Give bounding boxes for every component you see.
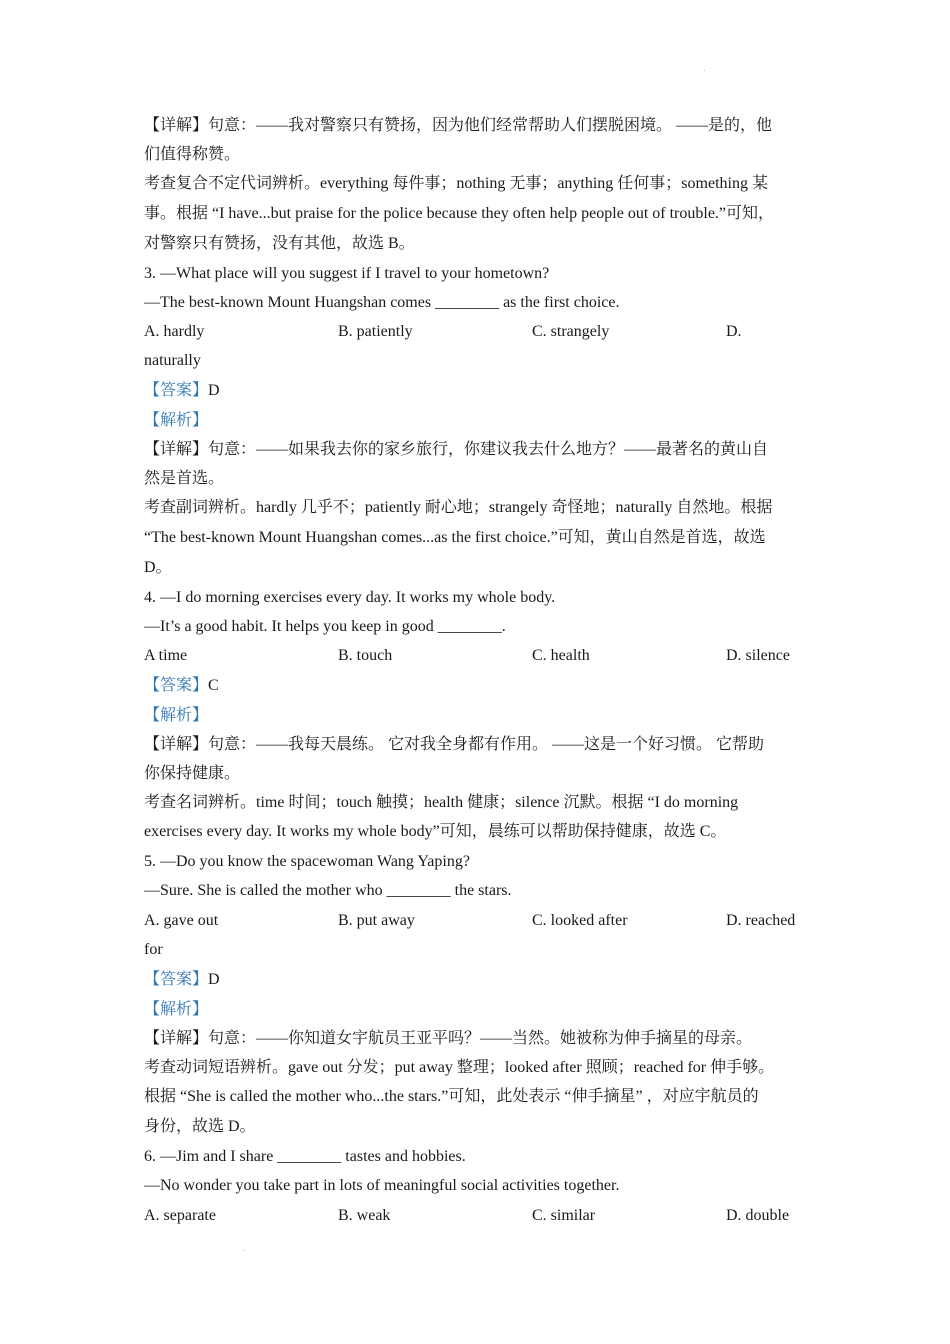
prev-xiangjie-line-1: 【详解】句意：——我对警察只有赞扬，因为他们经常帮助人们摆脱困境。 ——是的，他 <box>144 117 773 134</box>
q4-analysis-line-2: exercises every day. It works my whole body”可知，晨练可以帮助保持健康，故选 C。 <box>144 823 727 840</box>
q5-option-a: A. gave out <box>144 912 219 929</box>
q4-xiangjie-line-1: 【详解】句意：——我每天晨练。 它对我全身都有作用。 ——这是一个好习惯。 它帮助 <box>144 736 765 753</box>
prev-analysis-line-2: 事。根据 “I have...but praise for the police because they often help people out of trouble.”可知， <box>144 205 775 222</box>
q5-option-c: C. looked after <box>532 912 628 929</box>
q3-xiangjie-line-1: 【详解】句意：——如果我去你的家乡旅行，你建议我去什么地方？——最著名的黄山自 <box>144 441 769 458</box>
q5-option-d-wrap: for <box>144 941 163 958</box>
q6-option-d: D. double <box>726 1207 790 1224</box>
q3-answer-value: D <box>208 382 220 399</box>
page-mark-top <box>704 70 705 71</box>
q5-stem-line-2: —Sure. She is called the mother who ________ the stars. <box>144 882 512 899</box>
q4-stem-line-2: —It’s a good habit. It helps you keep in good ________. <box>144 618 506 635</box>
q3-stem-line-1: 3. —What place will you suggest if I travel to your hometown? <box>144 265 550 282</box>
q4-answer-tag: 【答案】 <box>144 677 209 694</box>
q3-analysis-line-2: “The best-known Mount Huangshan comes...as the first choice.”可知，黄山自然是首选，故选 <box>144 529 766 546</box>
q5-stem-line-1: 5. —Do you know the spacewoman Wang Yaping? <box>144 853 470 870</box>
q5-analysis-line-1: 考查动词短语辨析。gave out 分发；put away 整理；looked after 照顾；reached for 伸手够。 <box>144 1059 775 1076</box>
q3-option-b: B. patiently <box>338 323 413 340</box>
q4-answer-value: C <box>208 677 219 694</box>
q6-options-row <box>144 1203 808 1229</box>
q6-option-a: A. separate <box>144 1207 216 1224</box>
q5-analysis-line-3: 身份，故选 D。 <box>144 1118 256 1135</box>
q4-xiangjie-line-2: 你保持健康。 <box>144 765 241 782</box>
q6-option-b: B. weak <box>338 1207 391 1224</box>
q3-answer <box>144 378 808 404</box>
q4-option-d: D. silence <box>726 647 790 664</box>
q3-option-d-wrap: naturally <box>144 352 201 369</box>
q4-option-b: B. touch <box>338 647 393 664</box>
q5-option-d: D. reached <box>726 912 796 929</box>
q3-options-row <box>144 319 808 345</box>
q5-analysis-line-2: 根据 “She is called the mother who...the stars.”可知，此处表示 “伸手摘星” ，对应宇航员的 <box>144 1088 759 1105</box>
q4-stem-line-1: 4. —I do morning exercises every day. It works my whole body. <box>144 589 556 606</box>
q3-stem-line-2: —The best-known Mount Huangshan comes ________ as the first choice. <box>144 294 620 311</box>
page-mark-bottom <box>244 1250 245 1251</box>
q5-option-b: B. put away <box>338 912 415 929</box>
q3-answer-tag: 【答案】 <box>144 382 209 399</box>
prev-analysis-line-3: 对警察只有赞扬，没有其他，故选 B。 <box>144 235 415 252</box>
q3-analysis-line-3: D。 <box>144 559 172 576</box>
q4-jiexi-tag: 【解析】 <box>144 707 209 724</box>
q6-option-c: C. similar <box>532 1207 596 1224</box>
prev-xiangjie-line-2: 们值得称赞。 <box>144 146 241 163</box>
q6-stem-line-1: 6. —Jim and I share ________ tastes and hobbies. <box>144 1148 466 1165</box>
q3-xiangjie-line-2: 然是首选。 <box>144 470 225 487</box>
q5-answer-tag: 【答案】 <box>144 971 209 988</box>
q3-option-c: C. strangely <box>532 323 610 340</box>
q5-jiexi-tag: 【解析】 <box>144 1001 209 1018</box>
q5-xiangjie-line-1: 【详解】句意：——你知道女宇航员王亚平吗？——当然。她被称为伸手摘星的母亲。 <box>144 1030 753 1047</box>
q5-answer-value: D <box>208 971 220 988</box>
q4-analysis-line-1: 考查名词辨析。time 时间；touch 触摸；health 健康；silence 沉默。根据 “I do morning <box>144 794 739 811</box>
q3-option-a: A. hardly <box>144 323 205 340</box>
q5-options-row <box>144 908 808 934</box>
q3-analysis-line-1: 考查副词辨析。hardly 几乎不；patiently 耐心地；strangely 奇怪地；naturally 自然地。根据 <box>144 499 773 516</box>
q6-stem-line-2: —No wonder you take part in lots of meaningful social activities together. <box>144 1177 620 1194</box>
q3-jiexi-tag: 【解析】 <box>144 412 209 429</box>
q4-answer <box>144 673 808 699</box>
q4-options-row <box>144 643 808 669</box>
q4-option-c: C. health <box>532 647 590 664</box>
q3-option-d: D. <box>726 323 742 340</box>
q5-answer <box>144 967 808 993</box>
prev-analysis-line-1: 考查复合不定代词辨析。everything 每件事；nothing 无事；anything 任何事；something 某 <box>144 175 768 192</box>
q4-option-a: A time <box>144 647 188 664</box>
